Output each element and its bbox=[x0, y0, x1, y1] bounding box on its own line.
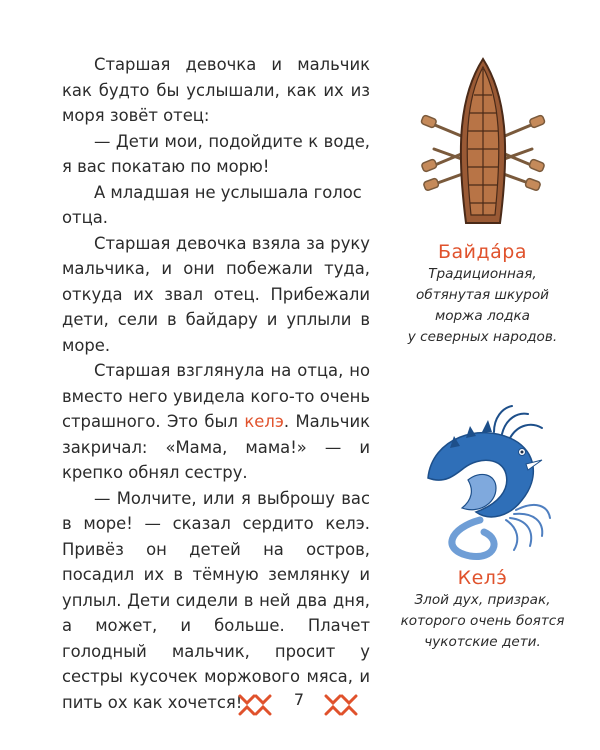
paragraph-5 bbox=[62, 358, 370, 486]
definition-line: у северных народов. bbox=[407, 329, 558, 345]
paragraph-1: Старшая девочка и мальчик как будто бы услышали, как их из моря зовёт отец: bbox=[62, 55, 370, 125]
definition-line: Традиционная, bbox=[428, 266, 537, 282]
paragraph-3: А младшая не услышала голос отца. bbox=[62, 182, 362, 227]
paragraph-6: — Молчите, или я выброшу вас в море! — сказал сердито келэ. Привёз он детей на остров, посадил их в тёмную землянку и уплыл. Дети сидели в ней два дня, а может, и больше. Плачет голодный мальчик, просит у сестры кусочек моржового мяса, и пить ох как хочется! bbox=[62, 488, 370, 712]
definition-line: моржа лодка bbox=[434, 308, 531, 324]
paragraph-4: Старшая девочка взяла за руку мальчика, и они побежали туда, откуда их звал отец. Прибежали дети, сели в байдару и уплыли в море. bbox=[62, 233, 370, 355]
kele-highlight: келэ bbox=[244, 412, 284, 431]
definition-line: обтянутая шкурой bbox=[416, 287, 549, 303]
glossary-kele bbox=[395, 566, 570, 653]
paragraph-2: — Дети мои, подойдите к воде, я вас покатаю по морю! bbox=[62, 131, 370, 176]
definition-line: которого очень боятся bbox=[400, 613, 565, 629]
paragraph-5-a: Старшая взглянула на отца, но вместо него увидела кого-то очень страшного. Это был bbox=[62, 361, 370, 431]
ornament-right-icon bbox=[324, 694, 358, 716]
definition-line: чукотские дети. bbox=[424, 634, 541, 650]
glossary-term: Байда́ра bbox=[437, 241, 527, 263]
definition-line: Злой дух, призрак, bbox=[414, 592, 551, 608]
glossary-definition bbox=[395, 264, 570, 348]
glossary-baidara bbox=[395, 240, 570, 348]
page-footer bbox=[0, 690, 600, 720]
baidara-boat-icon bbox=[418, 55, 548, 230]
paragraph-5-b: . Мальчик закричал: «Мама, мама!» — и крепко обнял сестру. bbox=[62, 412, 370, 482]
kele-spirit-icon bbox=[410, 400, 560, 565]
glossary-term: Келэ́ bbox=[457, 567, 508, 589]
story-text bbox=[62, 52, 370, 715]
ornament-left-icon bbox=[238, 694, 272, 716]
glossary-definition bbox=[395, 590, 570, 653]
page-number: 7 bbox=[293, 690, 305, 709]
